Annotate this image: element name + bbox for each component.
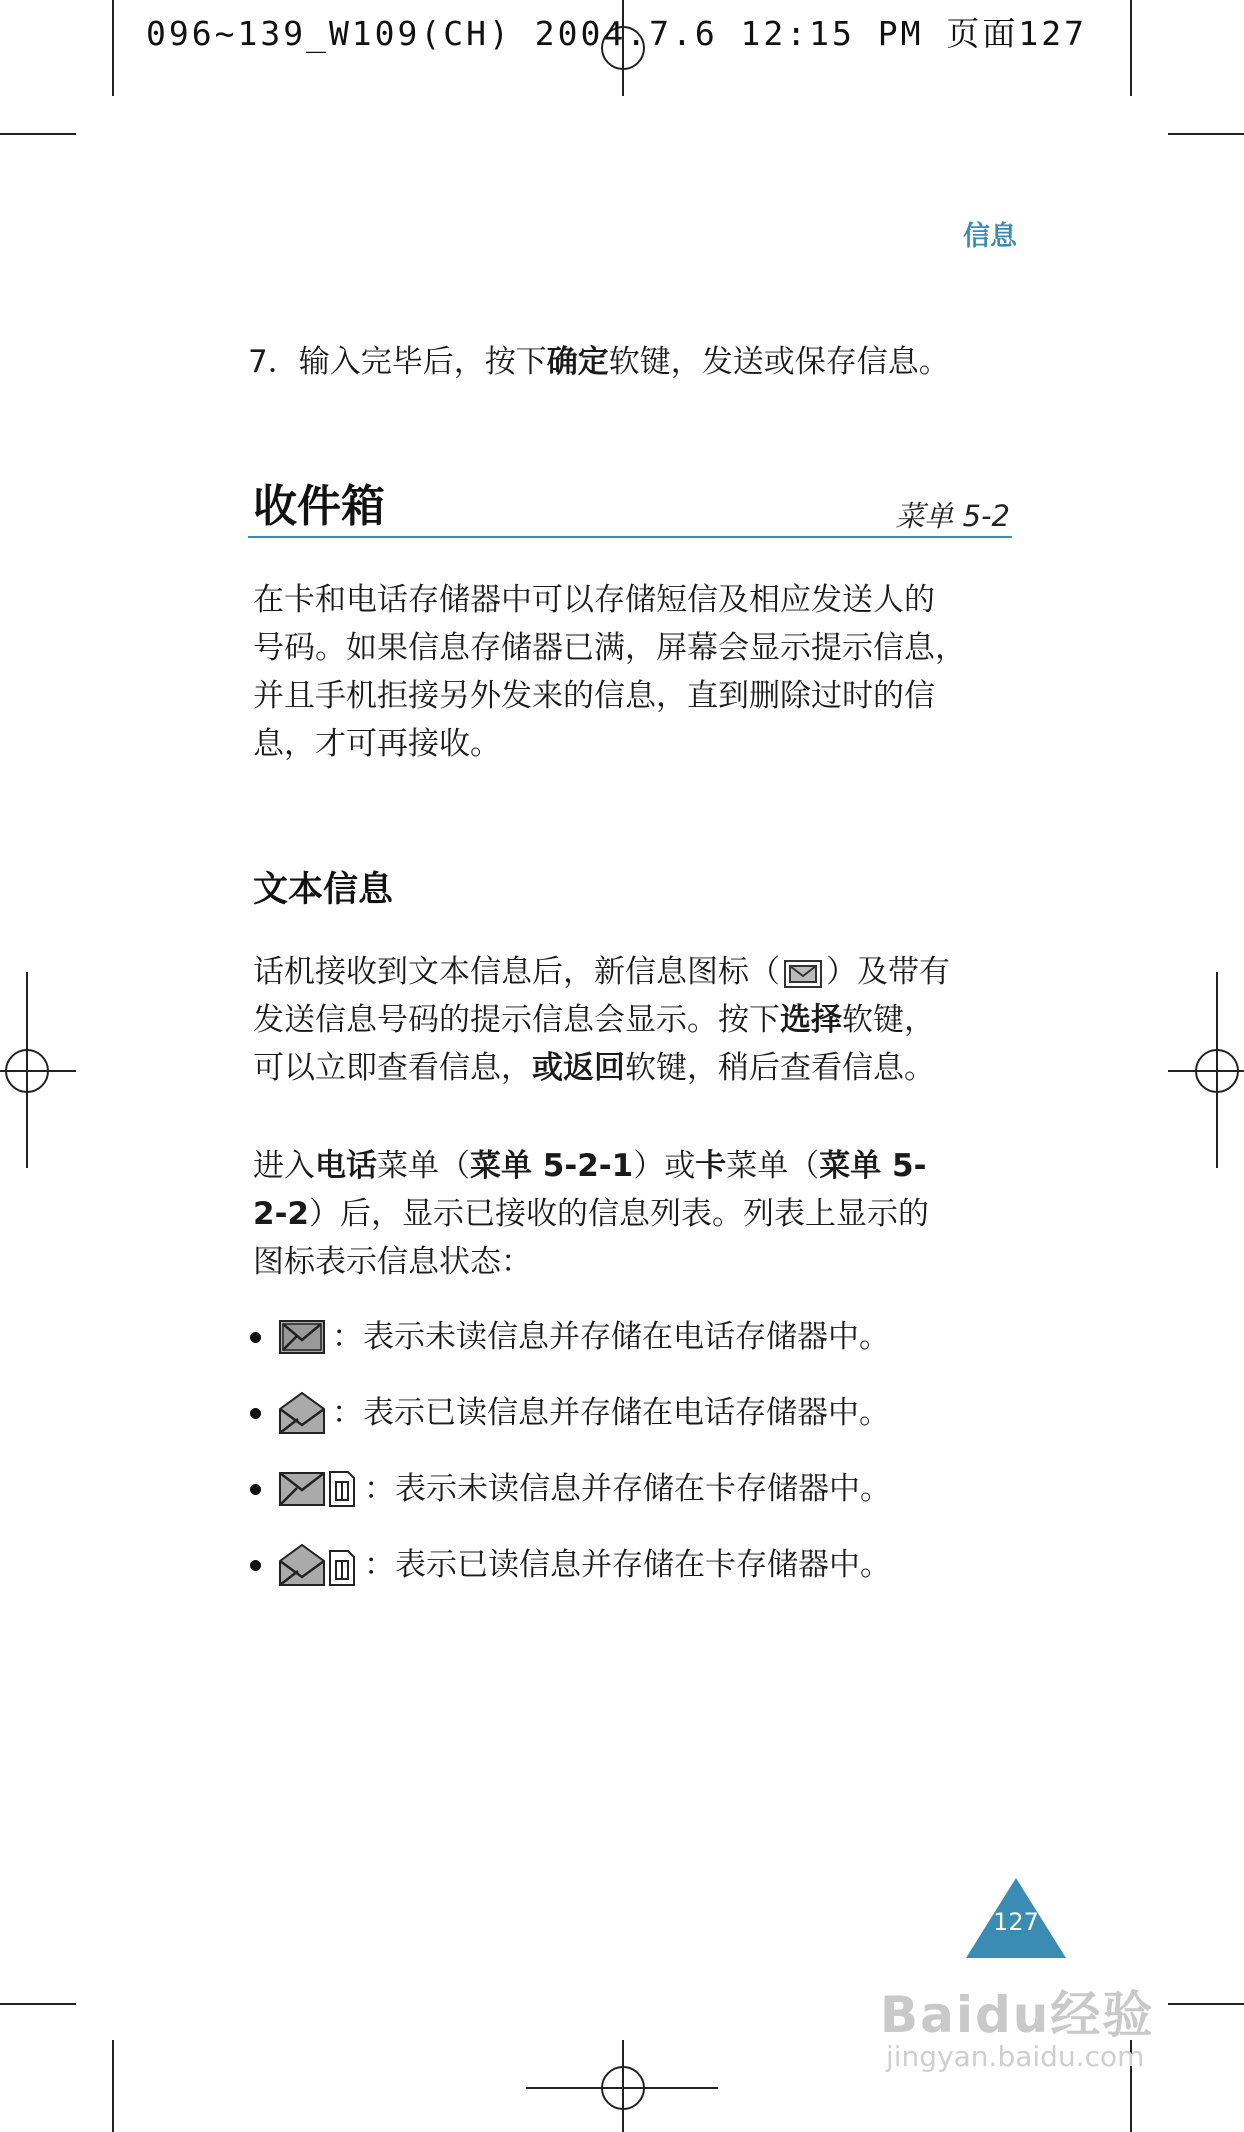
watermark-brand: Baidu经验	[880, 1986, 1155, 2044]
step-7-prefix: 7．输入完毕后，按下	[248, 344, 547, 380]
read-envelope-sim-icon	[278, 1543, 358, 1587]
list-item	[250, 1541, 891, 1589]
paragraph-line	[253, 1044, 950, 1092]
list-item-text: ：表示未读信息并存储在电话存储器中。	[332, 1319, 890, 1355]
read-envelope-icon	[278, 1391, 326, 1435]
registration-mark	[1195, 1049, 1239, 1093]
list-item	[250, 1389, 890, 1437]
crop-mark	[1168, 2003, 1244, 2005]
paragraph-line	[253, 1142, 929, 1190]
unread-envelope-sim-icon	[278, 1470, 358, 1508]
bold-term: 选择	[780, 1002, 842, 1038]
print-header: 096~139_W109(CH) 2004.7.6 12:15 PM 页面127	[146, 14, 1087, 53]
text-segment: 进入	[253, 1148, 315, 1184]
bullet-dot	[250, 1408, 261, 1419]
step-7	[248, 338, 950, 386]
text-segment: 发送信息号码的提示信息会显示。按下	[253, 1002, 780, 1038]
text-segment: 软键，稍后查看信息。	[625, 1050, 935, 1086]
list-item	[250, 1465, 891, 1513]
list-item-text: ：表示已读信息并存储在卡存储器中。	[364, 1547, 891, 1583]
inbox-paragraph	[253, 576, 966, 768]
bold-term: 电话	[315, 1148, 377, 1184]
paragraph-line	[253, 1190, 929, 1238]
unread-envelope-icon	[278, 1318, 326, 1356]
text-segment: 软键，	[842, 1002, 935, 1038]
step-7-bold: 确定	[546, 344, 609, 380]
new-message-icon	[784, 960, 822, 988]
bold-term: 卡	[695, 1148, 727, 1184]
paragraph-line	[253, 996, 950, 1044]
page-number: 127	[993, 1908, 1039, 1936]
paragraph-line	[253, 948, 950, 996]
crop-mark	[112, 0, 114, 96]
paragraph-line: 图标表示信息状态：	[253, 1244, 532, 1280]
inbox-menu-ref: 菜单 5-2	[895, 499, 1010, 533]
bold-term: 返回	[563, 1050, 625, 1086]
bullet-dot	[250, 1560, 261, 1571]
text-messages-paragraph-1	[253, 948, 950, 1092]
bold-term: 或	[532, 1050, 563, 1086]
text-segment: 菜单（	[377, 1148, 470, 1184]
paragraph-line: 息，才可再接收。	[253, 726, 501, 762]
section-tag: 信息	[963, 221, 1017, 252]
text-segment: ）或	[633, 1148, 696, 1184]
list-item-text: ：表示未读信息并存储在卡存储器中。	[364, 1471, 891, 1507]
bold-term: 2-2	[253, 1196, 310, 1232]
bold-term: 菜单 5-	[819, 1148, 927, 1184]
text-segment: ）及带有	[826, 954, 950, 990]
text-segment: ）后，显示已接收的信息列表。列表上显示的	[309, 1196, 930, 1232]
text-messages-title: 文本信息	[253, 870, 394, 910]
bullet-dot	[250, 1484, 261, 1495]
crop-mark	[1130, 0, 1132, 96]
paragraph-line: 号码。如果信息存储器已满，屏幕会显示提示信息，	[253, 630, 966, 666]
list-item-text: ：表示已读信息并存储在电话存储器中。	[332, 1395, 890, 1431]
crop-mark	[0, 2003, 76, 2005]
text-segment: 可以立即查看信息，	[253, 1050, 532, 1086]
bullet-dot	[250, 1332, 261, 1343]
text-segment: 话机接收到文本信息后，新信息图标（	[253, 954, 780, 990]
crop-mark	[0, 133, 76, 135]
list-item	[250, 1313, 890, 1361]
text-segment: 菜单（	[726, 1148, 820, 1184]
registration-mark	[5, 1049, 49, 1093]
text-messages-paragraph-2	[253, 1142, 929, 1286]
watermark-url: jingyan.baidu.com	[886, 2040, 1145, 2073]
crop-mark	[112, 2040, 114, 2132]
title-rule	[248, 536, 1012, 538]
registration-mark	[601, 2066, 645, 2110]
inbox-title: 收件箱	[253, 481, 385, 532]
crop-mark	[1168, 133, 1244, 135]
step-7-suffix: 软键，发送或保存信息。	[608, 344, 950, 380]
paragraph-line: 并且手机拒接另外发来的信息，直到删除过时的信	[253, 678, 935, 714]
bold-term: 菜单 5-2-1	[470, 1148, 634, 1184]
paragraph-line: 在卡和电话存储器中可以存储短信及相应发送人的	[253, 582, 935, 618]
